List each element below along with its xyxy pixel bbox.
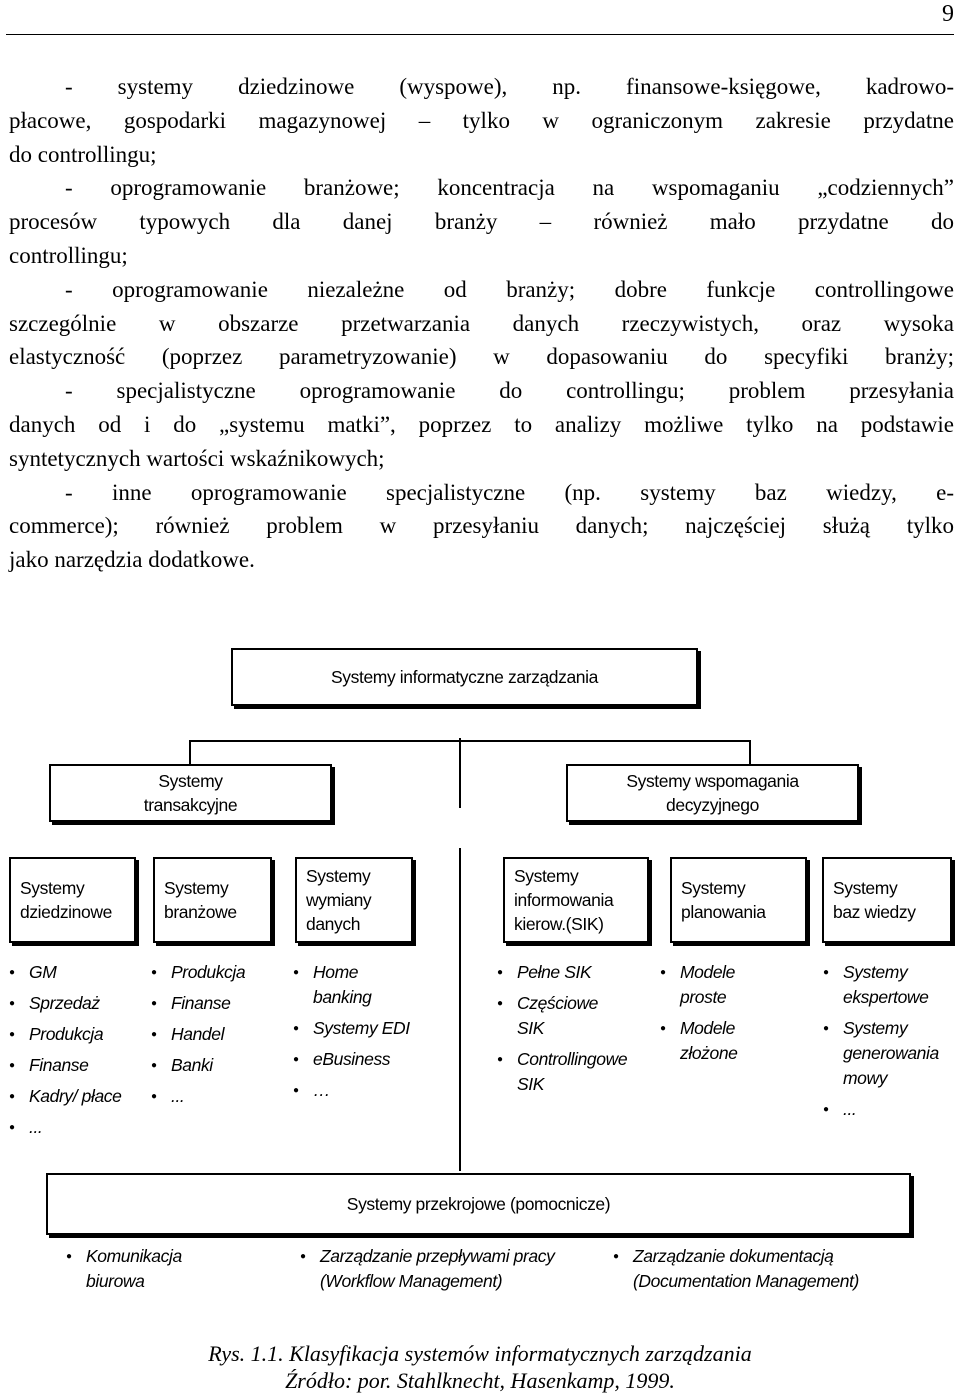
list-item: ● Częściowe SIK bbox=[497, 991, 647, 1041]
management-info-list bbox=[497, 960, 647, 1103]
list-item: ● Zarządzanie dokumentacją (Documentation Management) bbox=[613, 1244, 923, 1294]
data-exchange-list bbox=[293, 960, 443, 1109]
text-line: - systemy dziedzinowe (wyspowe), np. finansowe-księgowe, kadrowo- bbox=[65, 74, 954, 99]
list-item: ● Sprzedaż bbox=[9, 991, 144, 1016]
list-item: ● Produkcja bbox=[9, 1022, 144, 1047]
text-line: elastyczność (poprzez parametryzowanie) w dopasowaniu do specyfiki branży; bbox=[9, 344, 954, 370]
page-number: 9 bbox=[942, 1, 954, 27]
list-item: ● Banki bbox=[151, 1053, 286, 1078]
list-item: ● Kadry/ płace bbox=[9, 1084, 144, 1109]
list-item: ● Modele proste bbox=[660, 960, 800, 1010]
list-item: ● … bbox=[293, 1078, 443, 1103]
text-line: - oprogramowanie niezależne od branży; dobre funkcje controllingowe bbox=[65, 276, 954, 302]
list-item: ● ... bbox=[151, 1084, 286, 1109]
connector-line bbox=[189, 740, 191, 764]
industry-systems-box: Systemy branżowe bbox=[153, 857, 272, 943]
cross-systems-list-1 bbox=[66, 1244, 276, 1300]
list-item: ● Systemy generowania mowy bbox=[823, 1016, 953, 1091]
list-item: ● Handel bbox=[151, 1022, 286, 1047]
transaction-systems-box: Systemy transakcyjne bbox=[49, 764, 332, 822]
industry-systems-list bbox=[151, 960, 286, 1115]
connector-line bbox=[189, 740, 750, 742]
text-line: procesów typowych dla danej branży – również mało przydatne do bbox=[9, 209, 954, 235]
text-line: - inne oprogramowanie specjalistyczne (np. systemy baz wiedzy, e- bbox=[65, 479, 954, 505]
knowledge-base-list bbox=[823, 960, 953, 1128]
list-item: ● eBusiness bbox=[293, 1047, 443, 1072]
list-item: ● Pełne SIK bbox=[497, 960, 647, 985]
decision-support-box: Systemy wspomagania decyzyjnego bbox=[566, 764, 859, 822]
domain-systems-list bbox=[9, 960, 144, 1146]
text-line: szczególnie w obszarze przetwarzania danych rzeczywistych, oraz wysoka bbox=[9, 310, 954, 336]
root-box: Systemy informatyczne zarządzania bbox=[231, 648, 698, 706]
list-item: ● ... bbox=[823, 1097, 953, 1122]
list-item: ● Komunikacja biurowa bbox=[66, 1244, 276, 1294]
body-text bbox=[9, 70, 954, 577]
text-line: - oprogramowanie branżowe; koncentracja na wspomaganiu „codziennych” bbox=[65, 175, 954, 201]
classification-diagram bbox=[0, 620, 960, 1320]
list-item: ● GM bbox=[9, 960, 144, 985]
data-exchange-box: Systemy wymiany danych bbox=[295, 857, 413, 943]
list-item: ● Produkcja bbox=[151, 960, 286, 985]
text-line: do controllingu; bbox=[9, 141, 157, 167]
management-info-box: Systemy informowania kierow.(SIK) bbox=[503, 857, 649, 943]
domain-systems-box: Systemy dziedzinowe bbox=[9, 857, 136, 943]
cross-systems-list-2 bbox=[300, 1244, 600, 1300]
text-line: danych od i do „systemu matki”, poprzez to analizy możliwe tylko na podstawie bbox=[9, 411, 954, 437]
text-line: syntetycznych wartości wskaźnikowych; bbox=[9, 445, 385, 471]
text-line: płacowe, gospodarki magazynowej – tylko w ograniczonym zakresie przydatne bbox=[9, 107, 954, 133]
list-item: ● Finanse bbox=[151, 991, 286, 1016]
figure-source: Źródło: por. Stahlknecht, Hasenkamp, 1999. bbox=[285, 1368, 675, 1393]
list-item: ● Finanse bbox=[9, 1053, 144, 1078]
connector-line bbox=[749, 740, 751, 764]
connector-line bbox=[459, 848, 461, 1171]
list-item: ● Controllingowe SIK bbox=[497, 1047, 647, 1097]
knowledge-base-box: Systemy baz wiedzy bbox=[822, 857, 952, 943]
list-item: ● Modele złożone bbox=[660, 1016, 800, 1066]
cross-systems-list-3 bbox=[613, 1244, 923, 1300]
figure-caption: Rys. 1.1. Klasyfikacja systemów informatycznych zarządzania bbox=[208, 1341, 752, 1366]
text-line: commerce); również problem w przesyłaniu danych; najczęściej służą tylko bbox=[9, 513, 954, 539]
text-line: jako narzędzia dodatkowe. bbox=[9, 547, 255, 573]
text-line: controllingu; bbox=[9, 242, 128, 268]
list-item: ● Systemy ekspertowe bbox=[823, 960, 953, 1010]
list-item: ● ... bbox=[9, 1115, 144, 1140]
planning-systems-box: Systemy planowania bbox=[670, 857, 807, 943]
list-item: ● Zarządzanie przepływami pracy (Workflow Management) bbox=[300, 1244, 600, 1294]
cross-systems-box: Systemy przekrojowe (pomocnicze) bbox=[46, 1173, 911, 1235]
text-line: - specjalistyczne oprogramowanie do controllingu; problem przesyłania bbox=[65, 378, 954, 404]
connector-line bbox=[459, 738, 461, 808]
list-item: ● Home banking bbox=[293, 960, 443, 1010]
planning-systems-list bbox=[660, 960, 800, 1072]
header-rule bbox=[6, 34, 954, 35]
list-item: ● Systemy EDI bbox=[293, 1016, 443, 1041]
